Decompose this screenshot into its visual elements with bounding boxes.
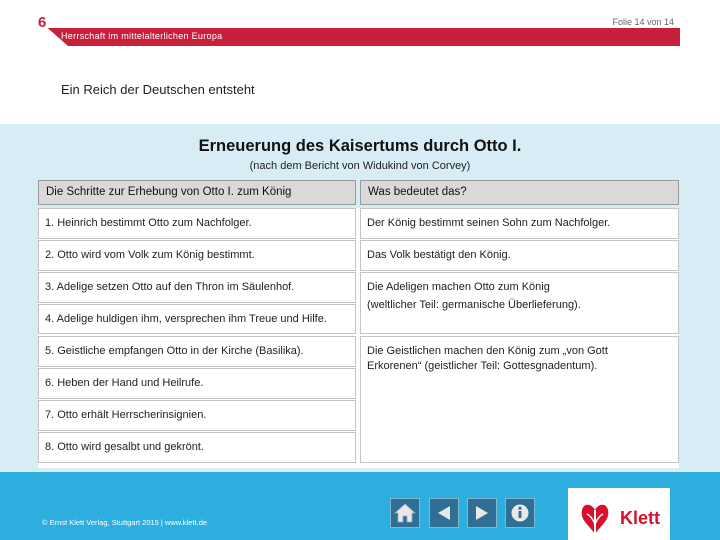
meaning-cell: Der König bestimmt seinen Sohn zum Nachfolger. bbox=[360, 208, 679, 239]
step-cell: 5. Geistliche empfangen Otto in der Kirche (Basilika). bbox=[38, 336, 356, 367]
chapter-number: 6 bbox=[38, 14, 47, 31]
forward-arrow-icon bbox=[473, 504, 491, 522]
home-button[interactable] bbox=[390, 498, 420, 528]
chapter-title: Herrschaft im mittelalterlichen Europa bbox=[61, 31, 223, 41]
meaning-cell: Das Volk bestätigt den König. bbox=[360, 240, 679, 271]
step-cell: 1. Heinrich bestimmt Otto zum Nachfolger. bbox=[38, 208, 356, 239]
slide-subtitle: (nach dem Bericht von Widukind von Corvey) bbox=[249, 160, 471, 172]
klett-logo-text: Klett bbox=[620, 508, 660, 528]
table-header-steps: Die Schritte zur Erhebung von Otto I. zum König bbox=[38, 180, 356, 205]
step-cell: 8. Otto wird gesalbt und gekrönt. bbox=[38, 432, 356, 463]
step-cell: 4. Adelige huldigen ihm, versprechen ihm Treue und Hilfe. bbox=[38, 304, 356, 334]
slide-title: Erneuerung des Kaisertums durch Otto I. bbox=[198, 137, 522, 155]
meaning-line: Erkorenen“ (geistlicher Teil: Gottesgnadentum). bbox=[367, 360, 598, 372]
step-cell: 2. Otto wird vom Volk zum König bestimmt. bbox=[38, 240, 356, 271]
previous-slide-button[interactable] bbox=[429, 498, 459, 528]
meaning-cell bbox=[360, 336, 679, 463]
copyright-text: © Ernst Klett Verlag, Stuttgart 2015 | www.klett.de bbox=[42, 518, 208, 527]
section-title: Ein Reich der Deutschen entsteht bbox=[61, 82, 255, 97]
step-cell: 7. Otto erhält Herrscherinsignien. bbox=[38, 400, 356, 431]
back-arrow-icon bbox=[435, 504, 453, 522]
step-cell: 6. Heben der Hand und Heilrufe. bbox=[38, 368, 356, 399]
info-button[interactable] bbox=[505, 498, 535, 528]
slide-counter: Folie 14 von 14 bbox=[612, 17, 674, 27]
table-header-meaning: Was bedeutet das? bbox=[360, 180, 679, 205]
info-icon bbox=[510, 503, 530, 523]
meaning-cell bbox=[360, 272, 679, 334]
next-slide-button[interactable] bbox=[467, 498, 497, 528]
step-cell: 3. Adelige setzen Otto auf den Thron im Säulenhof. bbox=[38, 272, 356, 303]
meaning-line: Die Adeligen machen Otto zum König bbox=[367, 281, 550, 293]
klett-clover-icon bbox=[574, 494, 616, 538]
meaning-line: (weltlicher Teil: germanische Überlieferung). bbox=[367, 299, 581, 311]
meaning-line: Die Geistlichen machen den König zum „von Gott bbox=[367, 345, 608, 357]
home-icon bbox=[394, 503, 416, 523]
